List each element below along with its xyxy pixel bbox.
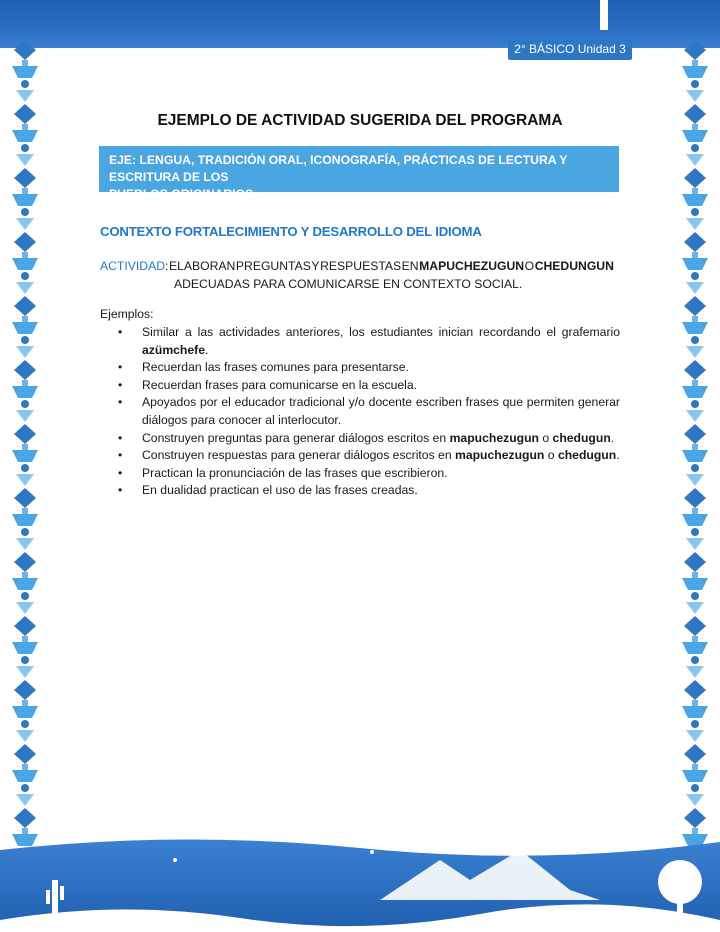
item-text: Construyen respuestas para generar diálogos escritos en (142, 448, 455, 463)
item-text: . (616, 448, 620, 463)
andean-pattern-icon (6, 40, 44, 860)
examples-list (100, 324, 620, 500)
bullet-icon: • (118, 395, 123, 410)
activity-line-1 (100, 257, 614, 275)
activity-keyword: MAPUCHEZUGUN (419, 259, 525, 273)
eje-box (99, 146, 619, 201)
activity-word: PREGUNTAS (235, 259, 311, 273)
list-item (100, 430, 620, 448)
bullet-icon: • (118, 325, 123, 339)
item-bold: mapuchezugun (449, 430, 539, 445)
activity-keyword: CHEDUNGUN (534, 259, 614, 273)
activity-word: Y (311, 259, 320, 273)
activity-colon: : (165, 259, 169, 273)
bullet-icon: • (118, 430, 123, 445)
item-bold: chedugun (557, 448, 617, 463)
activity-label: ACTIVIDAD (100, 259, 166, 273)
item-text: Construyen preguntas para generar diálogos escritos en (142, 430, 450, 445)
activity-line-2: ADECUADAS PARA COMUNICARSE EN CONTEXTO SOCIAL. (174, 277, 523, 291)
item-bold: azümchefe (142, 342, 205, 357)
item-text: Recuerdan las frases comunes para presentarse. (142, 360, 409, 375)
eje-line-2: PUEBLOS ORIGINARIOS (109, 187, 254, 201)
activity-word: RESPUESTAS (320, 259, 402, 273)
eje-line-1: EJE: LENGUA, TRADICIÓN ORAL, ICONOGRAFÍA, PRÁCTICAS DE LECTURA Y ESCRITURA DE LOS (109, 153, 568, 184)
item-text: Practican la pronunciación de las frases que escribieron. (142, 465, 448, 480)
item-text: o (538, 430, 553, 445)
top-notch (600, 0, 608, 30)
item-text: Similar a las actividades anteriores, los estudiantes inician recordando el grafemario (142, 325, 620, 339)
list-item (100, 359, 620, 377)
list-item (100, 324, 620, 359)
list-item (100, 377, 620, 395)
activity-word: EN (401, 259, 419, 273)
page-title: EJEMPLO DE ACTIVIDAD SUGERIDA DEL PROGRAMA (157, 112, 563, 129)
list-item (100, 482, 620, 500)
item-text: En dualidad practican el uso de las frases creadas. (142, 483, 418, 498)
item-bold: chedugun (552, 430, 611, 445)
item-text: o (544, 448, 558, 463)
list-item (100, 447, 620, 465)
list-item (100, 394, 620, 429)
andean-pattern-icon (676, 40, 714, 860)
item-text: Apoyados por el educador tradicional y/o docente escriben frases que permiten generar diálogos para conocer al interlocutor. (142, 395, 620, 427)
activity-block (100, 257, 620, 293)
bullet-icon: • (118, 360, 123, 375)
activity-word: ELABORAN (168, 259, 236, 273)
activity-label-group (100, 257, 168, 275)
landscape-silhouette-icon (0, 830, 720, 932)
bullet-icon: • (118, 465, 123, 480)
item-bold: mapuchezugun (455, 448, 545, 463)
grade-unit-badge: 2° BÁSICO Unidad 3 (508, 38, 632, 60)
bullet-icon: • (118, 377, 123, 392)
bullet-icon: • (118, 483, 123, 498)
item-text: . (205, 342, 209, 357)
examples-label: Ejemplos: (100, 307, 154, 321)
bullet-icon: • (118, 448, 123, 463)
context-heading: CONTEXTO FORTALECIMIENTO Y DESARROLLO DEL IDIOMA (100, 224, 482, 239)
item-text: . (610, 430, 615, 445)
list-item (100, 465, 620, 483)
item-text: Recuerdan frases para comunicarse en la escuela. (142, 377, 418, 392)
activity-word: O (524, 259, 535, 273)
